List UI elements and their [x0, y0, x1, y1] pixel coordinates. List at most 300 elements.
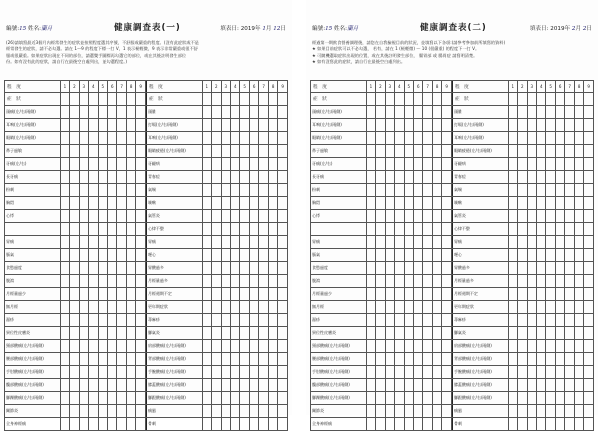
- degree-cell[interactable]: [98, 171, 107, 184]
- degree-cell[interactable]: [555, 93, 564, 106]
- degree-cell[interactable]: [584, 184, 594, 197]
- degree-cell[interactable]: [395, 158, 404, 171]
- degree-cell[interactable]: [385, 366, 394, 379]
- degree-cell[interactable]: [240, 106, 249, 119]
- degree-cell[interactable]: [423, 132, 432, 145]
- degree-cell[interactable]: [413, 392, 422, 405]
- degree-cell[interactable]: [249, 249, 258, 262]
- degree-cell[interactable]: [89, 106, 98, 119]
- degree-cell[interactable]: [202, 93, 211, 106]
- degree-cell[interactable]: [89, 314, 98, 327]
- degree-cell[interactable]: [508, 223, 517, 236]
- degree-cell[interactable]: [546, 405, 555, 418]
- degree-cell[interactable]: [395, 223, 404, 236]
- degree-cell[interactable]: [413, 106, 422, 119]
- degree-cell[interactable]: [366, 327, 375, 340]
- degree-cell[interactable]: [240, 223, 249, 236]
- degree-cell[interactable]: [376, 392, 385, 405]
- degree-cell[interactable]: [376, 288, 385, 301]
- degree-cell[interactable]: [259, 223, 268, 236]
- degree-cell[interactable]: [107, 327, 116, 340]
- degree-cell[interactable]: [366, 158, 375, 171]
- degree-cell[interactable]: [546, 145, 555, 158]
- degree-cell[interactable]: [527, 106, 536, 119]
- degree-cell[interactable]: [221, 340, 230, 353]
- degree-cell[interactable]: [230, 119, 239, 132]
- degree-cell[interactable]: [79, 184, 88, 197]
- degree-cell[interactable]: [395, 145, 404, 158]
- degree-cell[interactable]: [366, 288, 375, 301]
- degree-cell[interactable]: [546, 132, 555, 145]
- degree-cell[interactable]: [212, 262, 221, 275]
- degree-cell[interactable]: [536, 171, 545, 184]
- degree-cell[interactable]: [249, 418, 258, 431]
- degree-cell[interactable]: [98, 236, 107, 249]
- degree-cell[interactable]: [230, 314, 239, 327]
- degree-cell[interactable]: [202, 171, 211, 184]
- degree-cell[interactable]: [395, 340, 404, 353]
- degree-cell[interactable]: [202, 249, 211, 262]
- degree-cell[interactable]: [60, 184, 69, 197]
- degree-cell[interactable]: [423, 210, 432, 223]
- degree-cell[interactable]: [79, 353, 88, 366]
- degree-cell[interactable]: [508, 210, 517, 223]
- degree-cell[interactable]: [536, 340, 545, 353]
- degree-cell[interactable]: [230, 262, 239, 275]
- degree-cell[interactable]: [89, 158, 98, 171]
- degree-cell[interactable]: [432, 379, 441, 392]
- degree-cell[interactable]: [508, 249, 517, 262]
- degree-cell[interactable]: [366, 418, 375, 431]
- degree-cell[interactable]: [584, 132, 594, 145]
- degree-cell[interactable]: [432, 158, 441, 171]
- degree-cell[interactable]: [536, 93, 545, 106]
- degree-cell[interactable]: [584, 288, 594, 301]
- degree-cell[interactable]: [404, 405, 413, 418]
- degree-cell[interactable]: [508, 379, 517, 392]
- degree-cell[interactable]: [432, 249, 441, 262]
- degree-cell[interactable]: [518, 340, 527, 353]
- degree-cell[interactable]: [442, 249, 451, 262]
- degree-cell[interactable]: [432, 405, 441, 418]
- degree-cell[interactable]: [136, 158, 145, 171]
- degree-cell[interactable]: [60, 171, 69, 184]
- degree-cell[interactable]: [202, 314, 211, 327]
- degree-cell[interactable]: [385, 197, 394, 210]
- degree-cell[interactable]: [136, 106, 145, 119]
- degree-cell[interactable]: [432, 119, 441, 132]
- degree-cell[interactable]: [527, 210, 536, 223]
- degree-cell[interactable]: [249, 93, 258, 106]
- degree-cell[interactable]: [366, 106, 375, 119]
- degree-cell[interactable]: [70, 405, 79, 418]
- degree-cell[interactable]: [240, 210, 249, 223]
- degree-cell[interactable]: [423, 145, 432, 158]
- degree-cell[interactable]: [395, 249, 404, 262]
- degree-cell[interactable]: [126, 158, 135, 171]
- degree-cell[interactable]: [423, 366, 432, 379]
- degree-cell[interactable]: [574, 223, 583, 236]
- degree-cell[interactable]: [230, 249, 239, 262]
- degree-cell[interactable]: [212, 119, 221, 132]
- degree-cell[interactable]: [107, 418, 116, 431]
- degree-cell[interactable]: [536, 275, 545, 288]
- degree-cell[interactable]: [259, 249, 268, 262]
- degree-cell[interactable]: [518, 379, 527, 392]
- degree-cell[interactable]: [565, 106, 574, 119]
- degree-cell[interactable]: [268, 145, 277, 158]
- degree-cell[interactable]: [107, 223, 116, 236]
- degree-cell[interactable]: [508, 197, 517, 210]
- degree-cell[interactable]: [404, 184, 413, 197]
- degree-cell[interactable]: [555, 327, 564, 340]
- degree-cell[interactable]: [212, 353, 221, 366]
- degree-cell[interactable]: [230, 379, 239, 392]
- degree-cell[interactable]: [395, 106, 404, 119]
- degree-cell[interactable]: [366, 93, 375, 106]
- degree-cell[interactable]: [259, 119, 268, 132]
- degree-cell[interactable]: [385, 392, 394, 405]
- degree-cell[interactable]: [413, 158, 422, 171]
- degree-cell[interactable]: [89, 171, 98, 184]
- degree-cell[interactable]: [79, 210, 88, 223]
- degree-cell[interactable]: [404, 327, 413, 340]
- degree-cell[interactable]: [395, 197, 404, 210]
- degree-cell[interactable]: [423, 405, 432, 418]
- degree-cell[interactable]: [221, 158, 230, 171]
- degree-cell[interactable]: [584, 210, 594, 223]
- degree-cell[interactable]: [527, 301, 536, 314]
- degree-cell[interactable]: [117, 249, 126, 262]
- degree-cell[interactable]: [278, 301, 288, 314]
- degree-cell[interactable]: [259, 184, 268, 197]
- degree-cell[interactable]: [565, 314, 574, 327]
- degree-cell[interactable]: [70, 301, 79, 314]
- degree-cell[interactable]: [259, 301, 268, 314]
- degree-cell[interactable]: [79, 158, 88, 171]
- degree-cell[interactable]: [230, 132, 239, 145]
- degree-cell[interactable]: [89, 366, 98, 379]
- degree-cell[interactable]: [565, 301, 574, 314]
- degree-cell[interactable]: [404, 418, 413, 431]
- degree-cell[interactable]: [423, 158, 432, 171]
- degree-cell[interactable]: [126, 210, 135, 223]
- degree-cell[interactable]: [432, 197, 441, 210]
- degree-cell[interactable]: [385, 158, 394, 171]
- degree-cell[interactable]: [413, 249, 422, 262]
- degree-cell[interactable]: [413, 314, 422, 327]
- degree-cell[interactable]: [268, 366, 277, 379]
- degree-cell[interactable]: [527, 392, 536, 405]
- degree-cell[interactable]: [546, 366, 555, 379]
- degree-cell[interactable]: [221, 106, 230, 119]
- degree-cell[interactable]: [432, 275, 441, 288]
- degree-cell[interactable]: [376, 119, 385, 132]
- degree-cell[interactable]: [268, 301, 277, 314]
- degree-cell[interactable]: [423, 275, 432, 288]
- degree-cell[interactable]: [565, 340, 574, 353]
- degree-cell[interactable]: [221, 145, 230, 158]
- degree-cell[interactable]: [518, 275, 527, 288]
- degree-cell[interactable]: [442, 158, 451, 171]
- degree-cell[interactable]: [98, 132, 107, 145]
- degree-cell[interactable]: [89, 327, 98, 340]
- degree-cell[interactable]: [565, 119, 574, 132]
- degree-cell[interactable]: [442, 392, 451, 405]
- degree-cell[interactable]: [574, 132, 583, 145]
- degree-cell[interactable]: [536, 418, 545, 431]
- degree-cell[interactable]: [442, 288, 451, 301]
- degree-cell[interactable]: [546, 158, 555, 171]
- degree-cell[interactable]: [70, 418, 79, 431]
- degree-cell[interactable]: [117, 93, 126, 106]
- degree-cell[interactable]: [240, 158, 249, 171]
- degree-cell[interactable]: [117, 158, 126, 171]
- degree-cell[interactable]: [268, 353, 277, 366]
- degree-cell[interactable]: [442, 379, 451, 392]
- degree-cell[interactable]: [249, 145, 258, 158]
- degree-cell[interactable]: [202, 366, 211, 379]
- degree-cell[interactable]: [385, 275, 394, 288]
- degree-cell[interactable]: [565, 418, 574, 431]
- degree-cell[interactable]: [249, 106, 258, 119]
- degree-cell[interactable]: [395, 405, 404, 418]
- degree-cell[interactable]: [268, 223, 277, 236]
- degree-cell[interactable]: [376, 236, 385, 249]
- degree-cell[interactable]: [385, 93, 394, 106]
- degree-cell[interactable]: [240, 249, 249, 262]
- degree-cell[interactable]: [536, 158, 545, 171]
- degree-cell[interactable]: [574, 405, 583, 418]
- degree-cell[interactable]: [546, 197, 555, 210]
- degree-cell[interactable]: [230, 288, 239, 301]
- degree-cell[interactable]: [508, 366, 517, 379]
- degree-cell[interactable]: [79, 405, 88, 418]
- degree-cell[interactable]: [546, 210, 555, 223]
- degree-cell[interactable]: [555, 379, 564, 392]
- degree-cell[interactable]: [212, 405, 221, 418]
- degree-cell[interactable]: [249, 119, 258, 132]
- degree-cell[interactable]: [565, 366, 574, 379]
- degree-cell[interactable]: [527, 327, 536, 340]
- degree-cell[interactable]: [240, 132, 249, 145]
- degree-cell[interactable]: [89, 132, 98, 145]
- degree-cell[interactable]: [555, 184, 564, 197]
- degree-cell[interactable]: [536, 223, 545, 236]
- degree-cell[interactable]: [574, 301, 583, 314]
- degree-cell[interactable]: [574, 93, 583, 106]
- degree-cell[interactable]: [404, 301, 413, 314]
- degree-cell[interactable]: [249, 197, 258, 210]
- degree-cell[interactable]: [60, 288, 69, 301]
- degree-cell[interactable]: [98, 262, 107, 275]
- degree-cell[interactable]: [432, 340, 441, 353]
- degree-cell[interactable]: [527, 379, 536, 392]
- degree-cell[interactable]: [518, 197, 527, 210]
- degree-cell[interactable]: [240, 145, 249, 158]
- degree-cell[interactable]: [221, 132, 230, 145]
- degree-cell[interactable]: [385, 327, 394, 340]
- degree-cell[interactable]: [107, 210, 116, 223]
- degree-cell[interactable]: [423, 392, 432, 405]
- degree-cell[interactable]: [546, 236, 555, 249]
- degree-cell[interactable]: [212, 93, 221, 106]
- degree-cell[interactable]: [432, 132, 441, 145]
- degree-cell[interactable]: [366, 119, 375, 132]
- degree-cell[interactable]: [79, 119, 88, 132]
- degree-cell[interactable]: [107, 262, 116, 275]
- degree-cell[interactable]: [117, 145, 126, 158]
- degree-cell[interactable]: [89, 405, 98, 418]
- degree-cell[interactable]: [126, 366, 135, 379]
- degree-cell[interactable]: [89, 119, 98, 132]
- degree-cell[interactable]: [240, 405, 249, 418]
- degree-cell[interactable]: [221, 301, 230, 314]
- degree-cell[interactable]: [202, 145, 211, 158]
- degree-cell[interactable]: [565, 392, 574, 405]
- degree-cell[interactable]: [442, 93, 451, 106]
- degree-cell[interactable]: [395, 379, 404, 392]
- degree-cell[interactable]: [249, 262, 258, 275]
- degree-cell[interactable]: [89, 262, 98, 275]
- degree-cell[interactable]: [136, 132, 145, 145]
- degree-cell[interactable]: [508, 327, 517, 340]
- degree-cell[interactable]: [240, 275, 249, 288]
- degree-cell[interactable]: [278, 119, 288, 132]
- degree-cell[interactable]: [518, 418, 527, 431]
- degree-cell[interactable]: [60, 93, 69, 106]
- degree-cell[interactable]: [584, 106, 594, 119]
- degree-cell[interactable]: [565, 145, 574, 158]
- degree-cell[interactable]: [202, 158, 211, 171]
- degree-cell[interactable]: [89, 353, 98, 366]
- degree-cell[interactable]: [518, 223, 527, 236]
- degree-cell[interactable]: [117, 392, 126, 405]
- degree-cell[interactable]: [107, 236, 116, 249]
- degree-cell[interactable]: [376, 210, 385, 223]
- degree-cell[interactable]: [136, 288, 145, 301]
- degree-cell[interactable]: [536, 249, 545, 262]
- degree-cell[interactable]: [268, 418, 277, 431]
- degree-cell[interactable]: [98, 418, 107, 431]
- degree-cell[interactable]: [98, 275, 107, 288]
- degree-cell[interactable]: [117, 327, 126, 340]
- degree-cell[interactable]: [79, 379, 88, 392]
- degree-cell[interactable]: [395, 288, 404, 301]
- degree-cell[interactable]: [212, 184, 221, 197]
- degree-cell[interactable]: [107, 353, 116, 366]
- degree-cell[interactable]: [268, 327, 277, 340]
- degree-cell[interactable]: [60, 145, 69, 158]
- degree-cell[interactable]: [259, 132, 268, 145]
- degree-cell[interactable]: [555, 236, 564, 249]
- degree-cell[interactable]: [432, 184, 441, 197]
- degree-cell[interactable]: [395, 392, 404, 405]
- degree-cell[interactable]: [508, 132, 517, 145]
- degree-cell[interactable]: [221, 93, 230, 106]
- degree-cell[interactable]: [60, 275, 69, 288]
- degree-cell[interactable]: [221, 366, 230, 379]
- degree-cell[interactable]: [413, 340, 422, 353]
- degree-cell[interactable]: [278, 418, 288, 431]
- degree-cell[interactable]: [212, 301, 221, 314]
- degree-cell[interactable]: [107, 314, 116, 327]
- degree-cell[interactable]: [212, 197, 221, 210]
- degree-cell[interactable]: [126, 392, 135, 405]
- degree-cell[interactable]: [518, 119, 527, 132]
- degree-cell[interactable]: [366, 184, 375, 197]
- degree-cell[interactable]: [98, 314, 107, 327]
- degree-cell[interactable]: [126, 353, 135, 366]
- degree-cell[interactable]: [268, 184, 277, 197]
- degree-cell[interactable]: [385, 288, 394, 301]
- degree-cell[interactable]: [442, 223, 451, 236]
- degree-cell[interactable]: [574, 392, 583, 405]
- degree-cell[interactable]: [107, 158, 116, 171]
- degree-cell[interactable]: [230, 340, 239, 353]
- degree-cell[interactable]: [565, 405, 574, 418]
- degree-cell[interactable]: [442, 262, 451, 275]
- degree-cell[interactable]: [584, 314, 594, 327]
- degree-cell[interactable]: [249, 301, 258, 314]
- degree-cell[interactable]: [404, 288, 413, 301]
- degree-cell[interactable]: [574, 158, 583, 171]
- degree-cell[interactable]: [385, 301, 394, 314]
- degree-cell[interactable]: [240, 301, 249, 314]
- degree-cell[interactable]: [89, 379, 98, 392]
- degree-cell[interactable]: [221, 418, 230, 431]
- degree-cell[interactable]: [126, 275, 135, 288]
- degree-cell[interactable]: [442, 314, 451, 327]
- degree-cell[interactable]: [376, 184, 385, 197]
- degree-cell[interactable]: [518, 158, 527, 171]
- degree-cell[interactable]: [60, 353, 69, 366]
- degree-cell[interactable]: [70, 106, 79, 119]
- degree-cell[interactable]: [98, 106, 107, 119]
- degree-cell[interactable]: [536, 119, 545, 132]
- degree-cell[interactable]: [584, 93, 594, 106]
- degree-cell[interactable]: [395, 275, 404, 288]
- degree-cell[interactable]: [555, 249, 564, 262]
- degree-cell[interactable]: [584, 366, 594, 379]
- degree-cell[interactable]: [79, 275, 88, 288]
- degree-cell[interactable]: [268, 275, 277, 288]
- degree-cell[interactable]: [79, 301, 88, 314]
- degree-cell[interactable]: [508, 262, 517, 275]
- degree-cell[interactable]: [278, 223, 288, 236]
- degree-cell[interactable]: [70, 340, 79, 353]
- degree-cell[interactable]: [117, 210, 126, 223]
- degree-cell[interactable]: [70, 392, 79, 405]
- degree-cell[interactable]: [230, 418, 239, 431]
- degree-cell[interactable]: [432, 418, 441, 431]
- degree-cell[interactable]: [107, 379, 116, 392]
- degree-cell[interactable]: [527, 249, 536, 262]
- degree-cell[interactable]: [212, 236, 221, 249]
- degree-cell[interactable]: [70, 132, 79, 145]
- degree-cell[interactable]: [565, 249, 574, 262]
- degree-cell[interactable]: [413, 171, 422, 184]
- degree-cell[interactable]: [212, 275, 221, 288]
- degree-cell[interactable]: [555, 132, 564, 145]
- degree-cell[interactable]: [508, 353, 517, 366]
- degree-cell[interactable]: [70, 184, 79, 197]
- degree-cell[interactable]: [508, 405, 517, 418]
- degree-cell[interactable]: [508, 301, 517, 314]
- degree-cell[interactable]: [518, 184, 527, 197]
- degree-cell[interactable]: [555, 353, 564, 366]
- degree-cell[interactable]: [565, 262, 574, 275]
